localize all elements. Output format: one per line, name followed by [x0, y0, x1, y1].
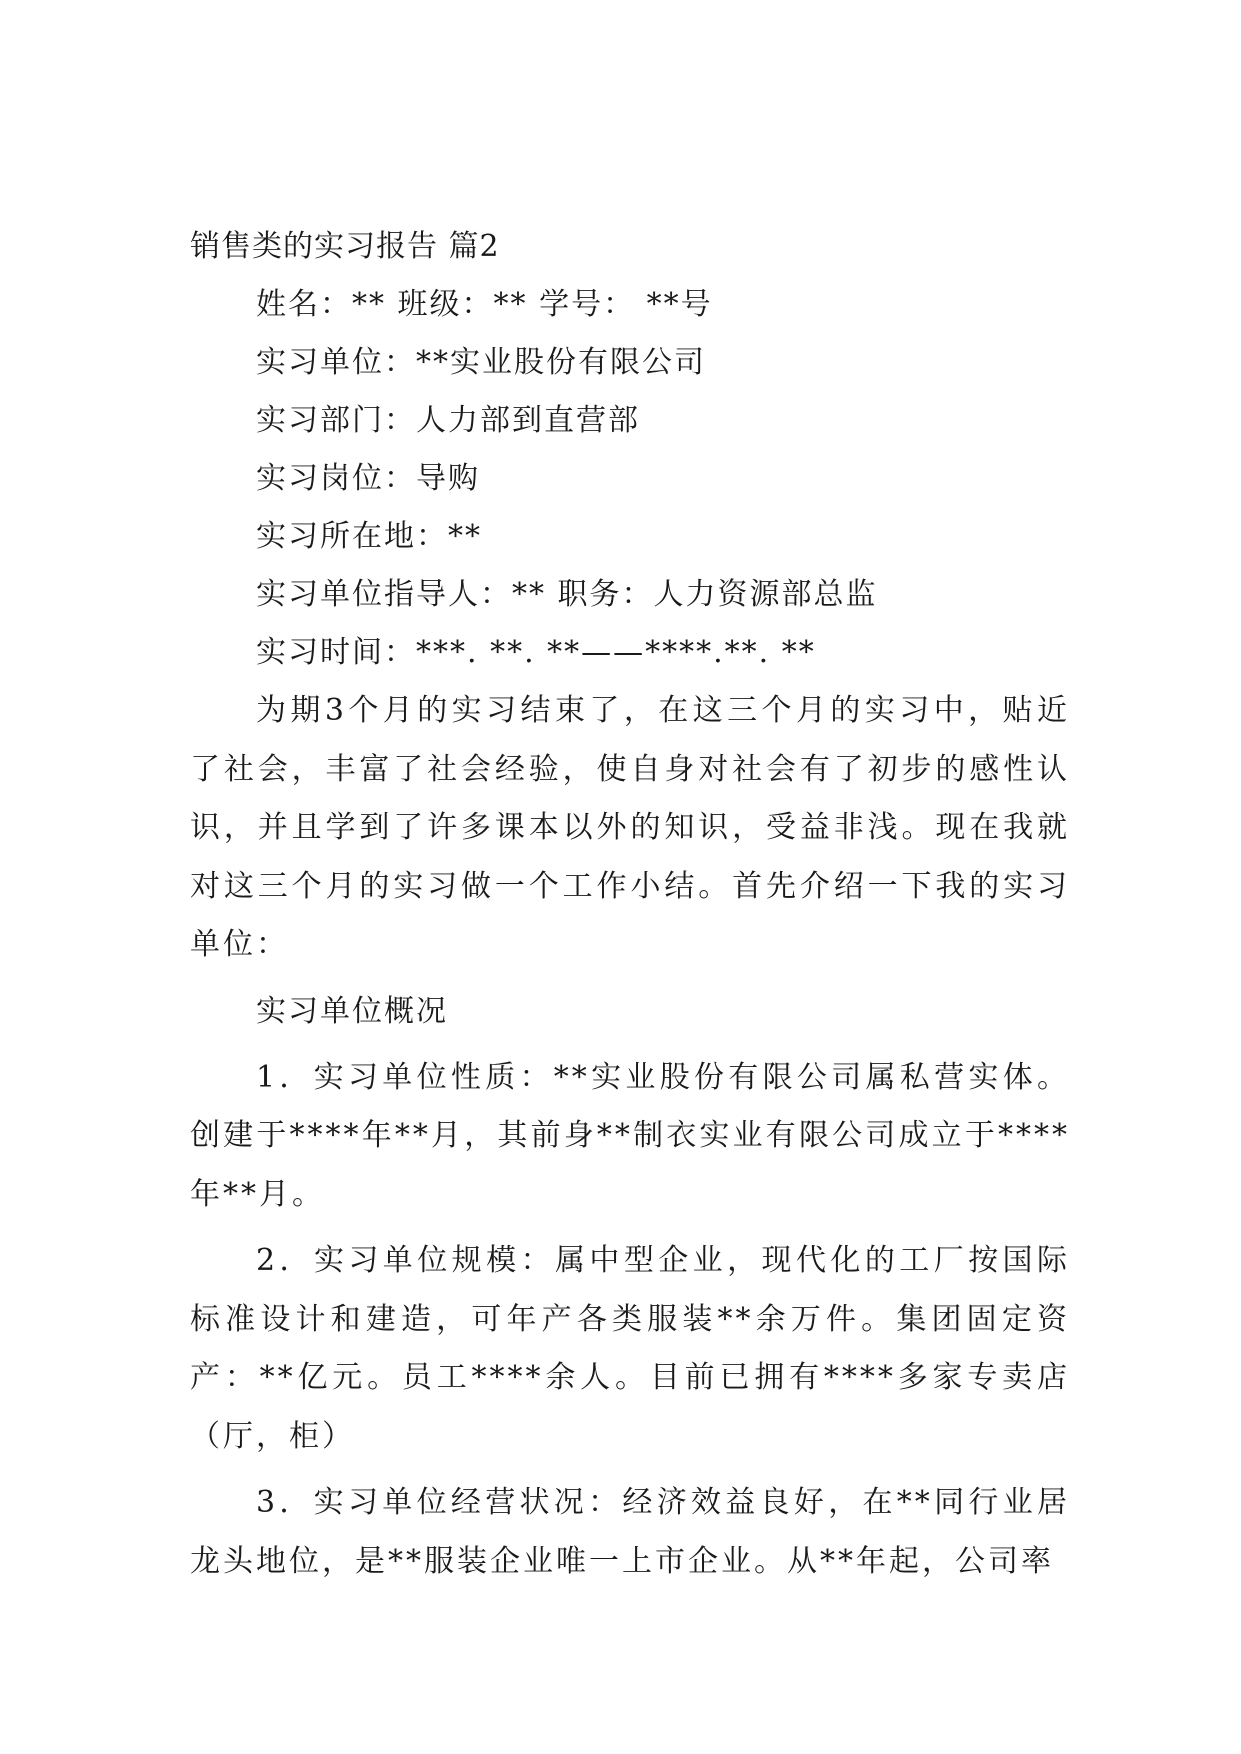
document-title: 销售类的实习报告 篇2	[190, 229, 500, 264]
info-line-unit: 实习单位：**实业股份有限公司	[256, 345, 706, 380]
spacer	[190, 1466, 1070, 1474]
item-paragraph-operations: 3．实习单位经营状况：经济效益良好，在**同行业居龙头地位，是**服装企业唯一上市企业。从**年起，公司率	[190, 1485, 1070, 1579]
info-line-period: 实习时间：***. **. **——****.**. **	[256, 635, 816, 670]
item-paragraph-scale: 2．实习单位规模：属中型企业，现代化的工厂按国际标准设计和建造，可年产各类服装**余万件。集团固定资产：**亿元。员工****余人。目前已拥有****多家专卖店（厅，柜）	[190, 1243, 1070, 1454]
info-line-position: 实习岗位：导购	[256, 461, 480, 496]
spacer	[190, 1041, 1070, 1049]
spacer	[190, 975, 1070, 983]
section-heading: 实习单位概况	[256, 993, 448, 1029]
info-line-location: 实习所在地：**	[256, 519, 482, 554]
spacer	[190, 1224, 1070, 1232]
item-paragraph-nature: 1．实习单位性质：**实业股份有限公司属私营实体。创建于****年**月，其前身**制衣实业有限公司成立于****年**月。	[190, 1059, 1070, 1212]
info-line-name-class-id: 姓名：** 班级：** 学号： **号	[256, 287, 713, 322]
document-body	[190, 218, 1070, 1591]
info-line-department: 实习部门：人力部到直营部	[256, 403, 640, 438]
intro-paragraph: 为期3个月的实习结束了，在这三个月的实习中，贴近了社会，丰富了社会经验，使自身对社会有了初步的感性认识，并且学到了许多课本以外的知识，受益非浅。现在我就对这三个月的实习做一个工作小结。首先介绍一下我的实习单位：	[190, 693, 1070, 962]
info-line-supervisor: 实习单位指导人：** 职务：人力资源部总监	[256, 577, 878, 612]
